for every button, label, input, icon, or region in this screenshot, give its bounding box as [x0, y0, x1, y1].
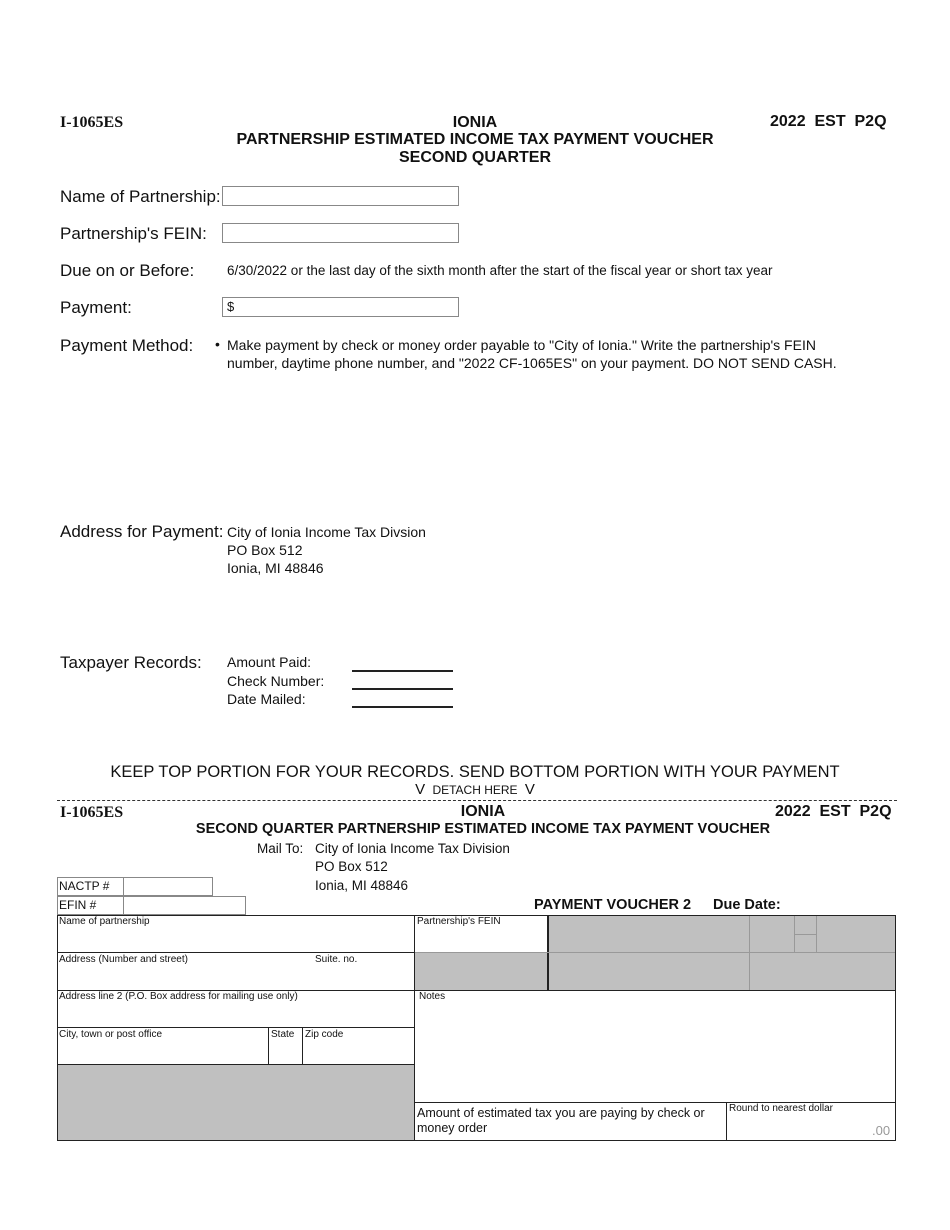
records-label: Taxpayer Records:: [60, 653, 202, 672]
city-name: IONIA: [452, 114, 498, 131]
zip-label: Zip code: [305, 1029, 344, 1040]
gray-divider: [795, 934, 816, 935]
amount-paid-label: Amount Paid:: [227, 654, 312, 670]
form-id: I-1065ES: [60, 114, 124, 131]
nactp-input[interactable]: [125, 878, 211, 894]
voucher-title: SECOND QUARTER PARTNERSHIP ESTIMATED INCOME TAX PAYMENT VOUCHER: [195, 821, 771, 837]
gray-block: [58, 1065, 414, 1140]
payment-label: Payment:: [60, 298, 132, 317]
gray-row-line: [415, 952, 895, 953]
partnership-fein-label: Partnership's FEIN: [417, 916, 501, 927]
down-arrow-left-icon: V: [415, 781, 426, 798]
method-line-2: number, daytime phone number, and "2022 CF-1065ES" on your payment. DO NOT SEND CASH.: [227, 355, 837, 371]
mail-line-3: Ionia, MI 48846: [315, 878, 409, 893]
detach-line: [57, 800, 897, 801]
check-number-line[interactable]: [352, 688, 453, 690]
name-of-partnership-label: Name of partnership: [59, 916, 150, 927]
voucher-address2-input[interactable]: [58, 1004, 414, 1026]
date-mailed-line[interactable]: [352, 706, 453, 708]
amount-text-2: money order: [417, 1121, 488, 1135]
form-title: PARTNERSHIP ESTIMATED INCOME TAX PAYMENT VOUCHER: [236, 131, 714, 148]
nactp-label: NACTP #: [59, 879, 110, 893]
voucher-name-input[interactable]: [58, 929, 414, 951]
mail-line-1: City of Ionia Income Tax Division: [315, 841, 510, 856]
notes-label: Notes: [419, 991, 446, 1002]
gray-divider: [749, 916, 750, 990]
amount-divider: [726, 1102, 727, 1140]
method-label: Payment Method:: [60, 336, 194, 355]
fein-input[interactable]: [222, 223, 459, 243]
gray-header-block: [548, 916, 895, 990]
due-text: 6/30/2022 or the last day of the sixth month after the start of the fiscal year or short tax year: [227, 263, 773, 278]
due-date-label: Due Date:: [713, 897, 781, 913]
mail-line-2: PO Box 512: [315, 859, 388, 874]
voucher-form-id: I-1065ES: [60, 804, 124, 821]
bullet-icon: •: [215, 336, 220, 352]
column-divider: [414, 915, 415, 1141]
fein-label: Partnership's FEIN:: [60, 224, 207, 243]
voucher-fein-input[interactable]: [416, 929, 547, 951]
voucher-street-input[interactable]: [58, 967, 414, 989]
row-line: [57, 952, 415, 953]
check-number-label: Check Number:: [227, 673, 325, 689]
address-line-1: City of Ionia Income Tax Divsion: [227, 524, 426, 540]
voucher-city: IONIA: [460, 803, 506, 820]
cents-label: .00: [872, 1123, 891, 1138]
year-code: 2022 EST P2Q: [770, 113, 887, 130]
mail-to-label: Mail To:: [257, 841, 304, 856]
down-arrow-right-icon: V: [524, 781, 535, 798]
efin-divider: [123, 896, 124, 915]
voucher-year-code: 2022 EST P2Q: [775, 803, 892, 820]
state-label: State: [271, 1029, 295, 1040]
due-label: Due on or Before:: [60, 261, 195, 280]
address-line2-label: Address line 2 (P.O. Box address for mailing use only): [59, 991, 298, 1002]
row-line: [57, 1027, 415, 1028]
gray-fein-block: [415, 953, 548, 990]
keep-top-instruction: KEEP TOP PORTION FOR YOUR RECORDS. SEND BOTTOM PORTION WITH YOUR PAYMENT: [110, 763, 840, 781]
amount-text-1: Amount of estimated tax you are paying by check or: [417, 1106, 705, 1120]
date-mailed-label: Date Mailed:: [227, 691, 306, 707]
detach-here-label: DETACH HERE: [432, 783, 518, 797]
state-divider: [268, 1027, 269, 1064]
gray-divider: [816, 916, 817, 952]
partnership-name-input[interactable]: [222, 186, 459, 206]
nactp-divider: [123, 877, 124, 896]
amount-paid-line[interactable]: [352, 670, 453, 672]
notes-input[interactable]: [416, 1004, 894, 1100]
efin-label: EFIN #: [59, 898, 97, 912]
detach-here: [0, 781, 950, 798]
payment-input[interactable]: [222, 297, 459, 317]
dollar-sign: $: [227, 299, 235, 314]
address-line-2: PO Box 512: [227, 542, 303, 558]
amount-input[interactable]: [728, 1116, 866, 1138]
method-line-1: Make payment by check or money order payable to "City of Ionia." Write the partnership's FEIN: [227, 337, 816, 353]
city-town-label: City, town or post office: [59, 1029, 163, 1040]
form-quarter: SECOND QUARTER: [398, 149, 551, 166]
suite-label: Suite. no.: [315, 954, 358, 965]
payment-voucher-label: PAYMENT VOUCHER 2: [534, 897, 692, 913]
round-label: Round to nearest dollar: [729, 1103, 833, 1114]
address-line-3: Ionia, MI 48846: [227, 560, 324, 576]
address-street-label: Address (Number and street): [59, 954, 188, 965]
name-label: Name of Partnership:: [60, 187, 221, 206]
address-label: Address for Payment:: [60, 522, 224, 541]
row-line: [415, 990, 896, 991]
efin-input[interactable]: [125, 897, 244, 913]
zip-divider: [302, 1027, 303, 1064]
